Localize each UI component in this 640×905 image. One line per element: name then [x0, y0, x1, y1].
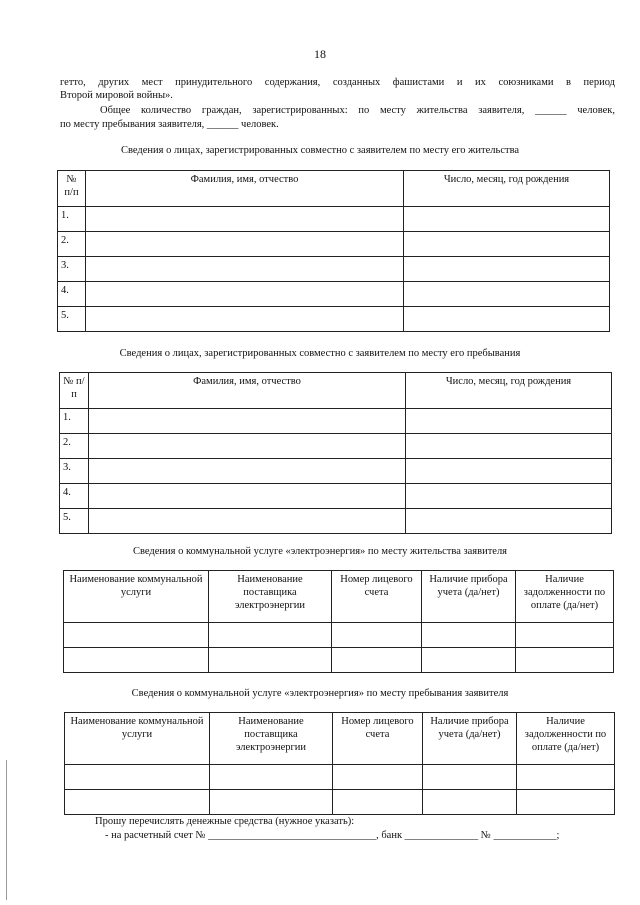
full-name-cell[interactable]	[86, 282, 404, 307]
bank-account-line[interactable]: - на расчетный счет № ________________________________, банк ______________ № ____________;	[105, 830, 560, 841]
table-row	[60, 434, 612, 459]
header-meter-present: Наличие прибора учета (да/нет)	[423, 713, 517, 765]
row-number: 2.	[58, 232, 86, 257]
table-row	[64, 648, 614, 673]
intro-line-4: по месту пребывания заявителя, ______ человек.	[60, 119, 279, 130]
header-service-name: Наименование коммунальной услуги	[65, 713, 210, 765]
birth-date-cell[interactable]	[406, 484, 612, 509]
table-row	[65, 790, 615, 815]
header-supplier-name: Наименование поставщика электроэнергии	[210, 713, 333, 765]
birth-date-cell[interactable]	[404, 232, 610, 257]
table-row	[58, 282, 610, 307]
stay-people-caption: Сведения о лицах, зарегистрированных совместно с заявителем по месту его пребывания	[119, 348, 521, 359]
full-name-cell[interactable]	[89, 434, 406, 459]
intro-line-3: Общее количество граждан, зарегистрированных: по месту жительства заявителя, ______ человек,	[100, 105, 615, 116]
header-debt-present: Наличие задолженности по оплате (да/нет)	[517, 713, 615, 765]
residence-people-table	[57, 170, 610, 332]
full-name-cell[interactable]	[89, 509, 406, 534]
table-row	[58, 307, 610, 332]
table-row	[58, 257, 610, 282]
payment-instruction: Прошу перечислять денежные средства (нужное указать):	[95, 816, 355, 827]
header-account-number: Номер лицевого счета	[332, 571, 422, 623]
table-row	[60, 459, 612, 484]
full-name-cell[interactable]	[89, 484, 406, 509]
header-service-name: Наименование коммунальной услуги	[64, 571, 209, 623]
residence-utility-caption: Сведения о коммунальной услуге «электроэнергия» по месту жительства заявителя	[132, 546, 508, 557]
header-full-name: Фамилия, имя, отчество	[86, 171, 404, 207]
intro-line-2: Второй мировой войны».	[60, 90, 173, 101]
row-number: 4.	[60, 484, 89, 509]
row-number: 2.	[60, 434, 89, 459]
residence-people-caption: Сведения о лицах, зарегистрированных совместно с заявителем по месту его жительства	[120, 145, 520, 156]
row-number: 3.	[58, 257, 86, 282]
stay-utility-caption: Сведения о коммунальной услуге «электроэнергия» по месту пребывания заявителя	[131, 688, 509, 699]
header-birth-date: Число, месяц, год рождения	[404, 171, 610, 207]
birth-date-cell[interactable]	[406, 409, 612, 434]
header-debt-present: Наличие задолженности по оплате (да/нет)	[516, 571, 614, 623]
header-full-name: Фамилия, имя, отчество	[89, 373, 406, 409]
header-meter-present: Наличие прибора учета (да/нет)	[422, 571, 516, 623]
table-row	[65, 765, 615, 790]
stay-utility-table	[64, 712, 615, 815]
full-name-cell[interactable]	[89, 459, 406, 484]
full-name-cell[interactable]	[86, 232, 404, 257]
birth-date-cell[interactable]	[404, 207, 610, 232]
row-number: 5.	[58, 307, 86, 332]
table-row	[64, 623, 614, 648]
full-name-cell[interactable]	[86, 307, 404, 332]
table-row	[58, 207, 610, 232]
table-row	[58, 232, 610, 257]
full-name-cell[interactable]	[86, 207, 404, 232]
header-supplier-name: Наименование поставщика электроэнергии	[209, 571, 332, 623]
header-account-number: Номер лицевого счета	[333, 713, 423, 765]
birth-date-cell[interactable]	[406, 459, 612, 484]
birth-date-cell[interactable]	[406, 509, 612, 534]
row-number: 1.	[58, 207, 86, 232]
intro-line-1: гетто, других мест принудительного содержания, созданных фашистами и их союзниками в период	[60, 77, 615, 88]
row-number: 5.	[60, 509, 89, 534]
birth-date-cell[interactable]	[404, 257, 610, 282]
page-number: 18	[314, 47, 326, 61]
birth-date-cell[interactable]	[404, 307, 610, 332]
stay-people-table	[59, 372, 612, 534]
full-name-cell[interactable]	[86, 257, 404, 282]
header-number: № п/п	[60, 373, 89, 409]
birth-date-cell[interactable]	[404, 282, 610, 307]
residence-utility-table	[63, 570, 614, 673]
scan-margin-line	[6, 760, 7, 900]
row-number: 3.	[60, 459, 89, 484]
table-row	[60, 409, 612, 434]
header-number: № п/п	[58, 171, 86, 207]
row-number: 4.	[58, 282, 86, 307]
full-name-cell[interactable]	[89, 409, 406, 434]
table-row	[60, 484, 612, 509]
header-birth-date: Число, месяц, год рождения	[406, 373, 612, 409]
table-row	[60, 509, 612, 534]
row-number: 1.	[60, 409, 89, 434]
birth-date-cell[interactable]	[406, 434, 612, 459]
